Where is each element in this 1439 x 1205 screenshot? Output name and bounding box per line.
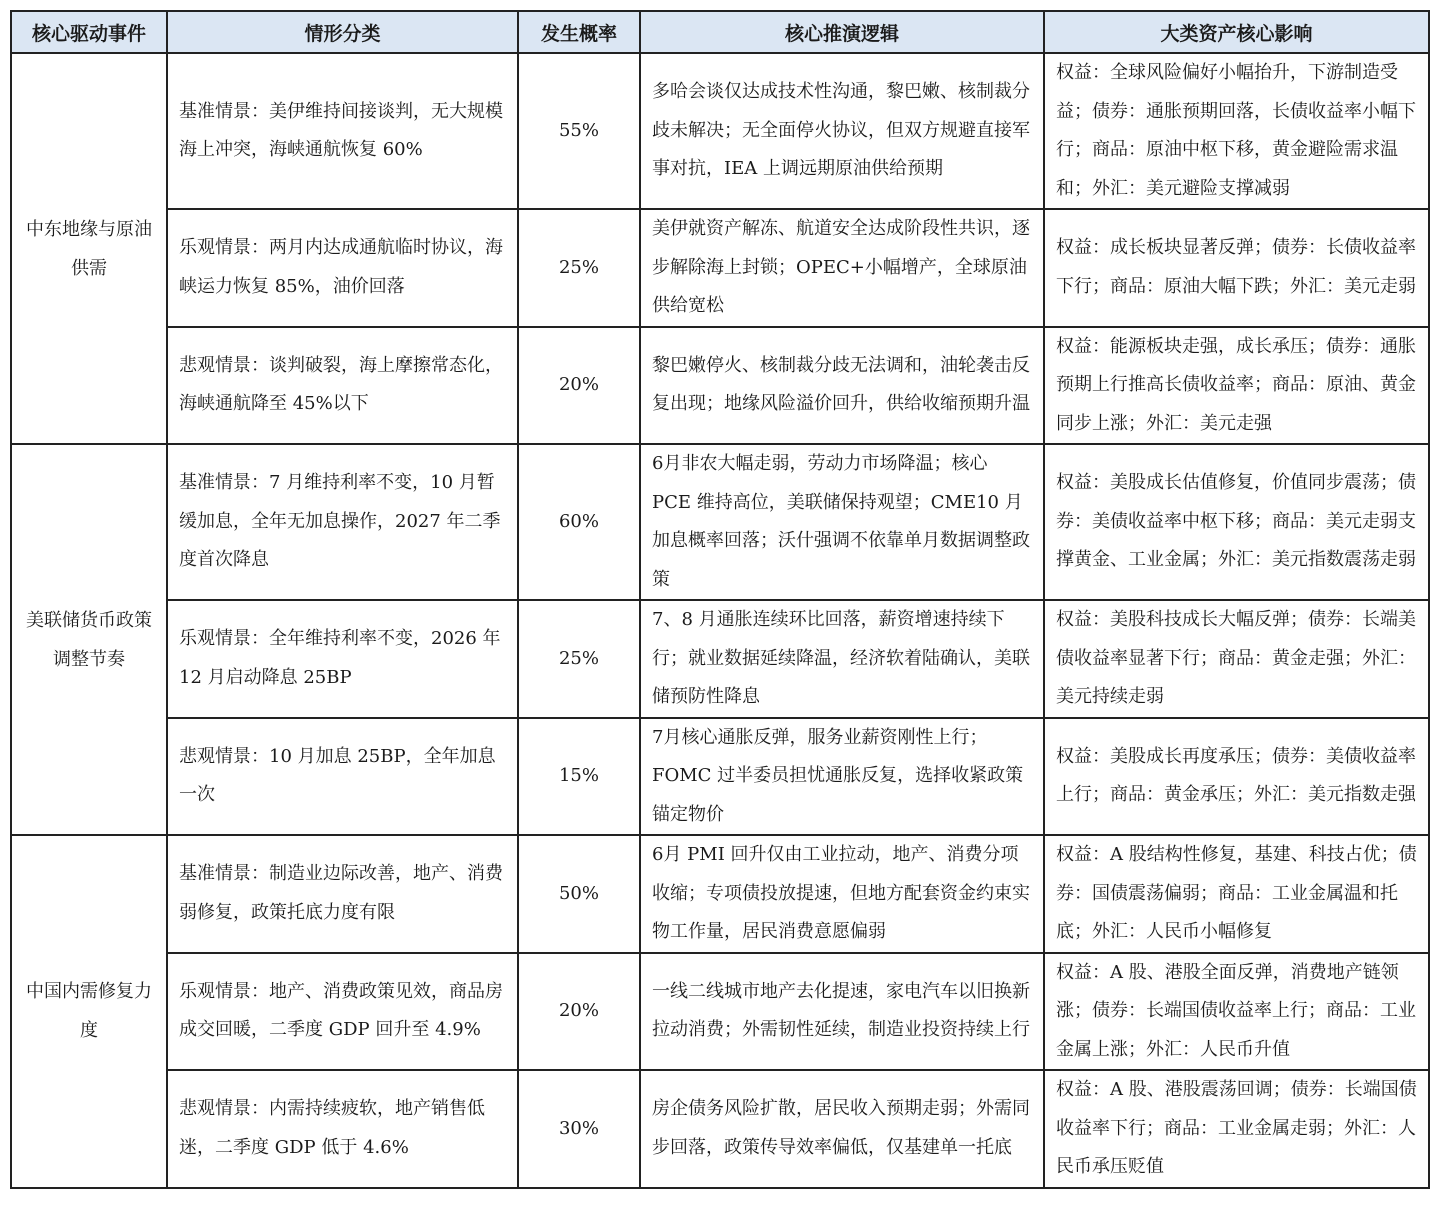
header-row (11, 11, 1429, 53)
logic-cell: 6月非农大幅走弱，劳动力市场降温；核心 PCE 维持高位，美联储保持观望；CME10 月加息概率回落；沃什强调不依靠单月数据调整政策 (640, 444, 1044, 600)
logic-cell: 美伊就资产解冻、航道安全达成阶段性共识，逐步解除海上封锁；OPEC+小幅增产，全球原油供给宽松 (640, 209, 1044, 327)
probability-cell: 25% (518, 600, 640, 718)
header-logic: 核心推演逻辑 (640, 11, 1044, 53)
event-cell: 美联储货币政策调整节奏 (11, 444, 167, 835)
impact-cell: 权益：全球风险偏好小幅抬升，下游制造受益；债券：通胀预期回落，长债收益率小幅下行；商品：原油中枢下移，黄金避险需求温和；外汇：美元避险支撑减弱 (1044, 53, 1429, 209)
scenario-cell: 基准情景：美伊维持间接谈判，无大规模海上冲突，海峡通航恢复 60% (167, 53, 518, 209)
impact-cell: 权益：能源板块走强，成长承压；债券：通胀预期上行推高长债收益率；商品：原油、黄金同步上涨；外汇：美元走强 (1044, 327, 1429, 445)
table-row (11, 1070, 1429, 1188)
scenario-cell: 基准情景：7 月维持利率不变，10 月暂缓加息，全年无加息操作，2027 年二季度首次降息 (167, 444, 518, 600)
table-row (11, 953, 1429, 1071)
probability-cell: 30% (518, 1070, 640, 1188)
probability-cell: 55% (518, 53, 640, 209)
table-row (11, 327, 1429, 445)
logic-cell: 一线二线城市地产去化提速，家电汽车以旧换新拉动消费；外需韧性延续，制造业投资持续上行 (640, 953, 1044, 1071)
scenario-cell: 乐观情景：地产、消费政策见效，商品房成交回暖，二季度 GDP 回升至 4.9% (167, 953, 518, 1071)
header-probability: 发生概率 (518, 11, 640, 53)
table-row (11, 53, 1429, 209)
scenario-cell: 基准情景：制造业边际改善，地产、消费弱修复，政策托底力度有限 (167, 835, 518, 953)
probability-cell: 15% (518, 718, 640, 836)
probability-cell: 60% (518, 444, 640, 600)
probability-cell: 20% (518, 953, 640, 1071)
impact-cell: 权益：成长板块显著反弹；债券：长债收益率下行；商品：原油大幅下跌；外汇：美元走弱 (1044, 209, 1429, 327)
header-event: 核心驱动事件 (11, 11, 167, 53)
header-impact: 大类资产核心影响 (1044, 11, 1429, 53)
table-row (11, 718, 1429, 836)
impact-cell: 权益：A 股、港股全面反弹，消费地产链领涨；债券：长端国债收益率上行；商品：工业金属上涨；外汇：人民币升值 (1044, 953, 1429, 1071)
header-scenario: 情形分类 (167, 11, 518, 53)
logic-cell: 7月核心通胀反弹，服务业薪资刚性上行；FOMC 过半委员担忧通胀反复，选择收紧政策锚定物价 (640, 718, 1044, 836)
probability-cell: 25% (518, 209, 640, 327)
table-row (11, 444, 1429, 600)
scenario-cell: 乐观情景：全年维持利率不变，2026 年 12 月启动降息 25BP (167, 600, 518, 718)
probability-cell: 50% (518, 835, 640, 953)
impact-cell: 权益：美股成长估值修复，价值同步震荡；债券：美债收益率中枢下移；商品：美元走弱支撑黄金、工业金属；外汇：美元指数震荡走弱 (1044, 444, 1429, 600)
scenario-cell: 悲观情景：10 月加息 25BP，全年加息一次 (167, 718, 518, 836)
impact-cell: 权益：美股成长再度承压；债券：美债收益率上行；商品：黄金承压；外汇：美元指数走强 (1044, 718, 1429, 836)
impact-cell: 权益：A 股、港股震荡回调；债券：长端国债收益率下行；商品：工业金属走弱；外汇：人民币承压贬值 (1044, 1070, 1429, 1188)
scenario-table-container (10, 10, 1428, 1189)
logic-cell: 多哈会谈仅达成技术性沟通，黎巴嫩、核制裁分歧未解决；无全面停火协议，但双方规避直接军事对抗，IEA 上调远期原油供给预期 (640, 53, 1044, 209)
probability-cell: 20% (518, 327, 640, 445)
table-row (11, 600, 1429, 718)
impact-cell: 权益：A 股结构性修复，基建、科技占优；债券：国债震荡偏弱；商品：工业金属温和托底；外汇：人民币小幅修复 (1044, 835, 1429, 953)
event-cell: 中东地缘与原油供需 (11, 53, 167, 444)
scenario-cell: 悲观情景：内需持续疲软，地产销售低迷，二季度 GDP 低于 4.6% (167, 1070, 518, 1188)
logic-cell: 6月 PMI 回升仅由工业拉动，地产、消费分项收缩；专项债投放提速，但地方配套资金约束实物工作量，居民消费意愿偏弱 (640, 835, 1044, 953)
impact-cell: 权益：美股科技成长大幅反弹；债券：长端美债收益率显著下行；商品：黄金走强；外汇：美元持续走弱 (1044, 600, 1429, 718)
scenario-cell: 乐观情景：两月内达成通航临时协议，海峡运力恢复 85%，油价回落 (167, 209, 518, 327)
scenario-table (10, 10, 1430, 1189)
table-row (11, 835, 1429, 953)
event-cell: 中国内需修复力度 (11, 835, 167, 1188)
scenario-cell: 悲观情景：谈判破裂，海上摩擦常态化，海峡通航降至 45%以下 (167, 327, 518, 445)
logic-cell: 7、8 月通胀连续环比回落，薪资增速持续下行；就业数据延续降温，经济软着陆确认，美联储预防性降息 (640, 600, 1044, 718)
logic-cell: 房企债务风险扩散，居民收入预期走弱；外需同步回落，政策传导效率偏低，仅基建单一托底 (640, 1070, 1044, 1188)
table-row (11, 209, 1429, 327)
logic-cell: 黎巴嫩停火、核制裁分歧无法调和，油轮袭击反复出现；地缘风险溢价回升，供给收缩预期升温 (640, 327, 1044, 445)
